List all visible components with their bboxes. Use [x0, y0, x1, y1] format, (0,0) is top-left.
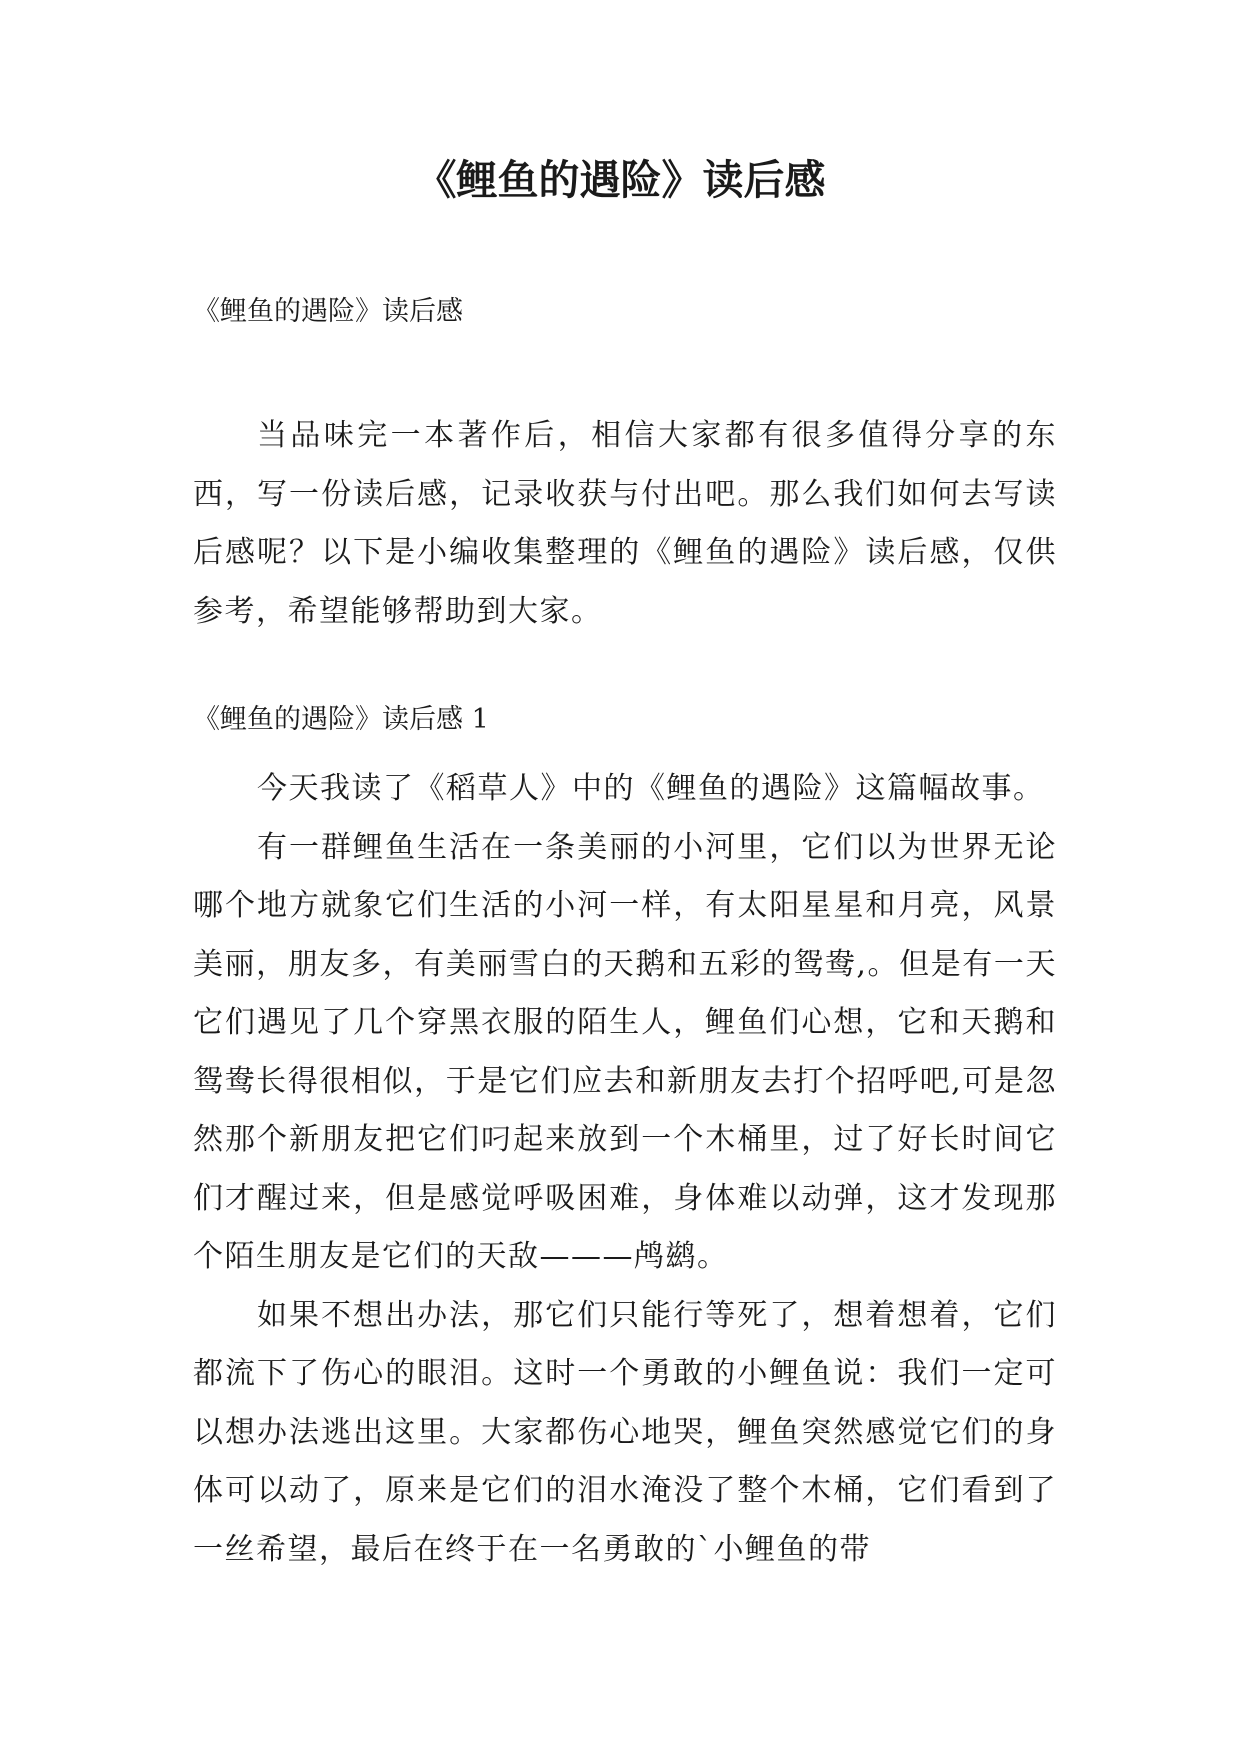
document-subtitle: 《鲤鱼的遇险》读后感: [193, 296, 463, 327]
story-paragraph-1: 今天我读了《稻草人》中的《鲤鱼的遇险》这篇幅故事。: [257, 771, 1045, 806]
section-heading: 《鲤鱼的遇险》读后感 1: [193, 704, 489, 735]
intro-block: [193, 407, 1057, 641]
intro-paragraph: 当品味完一本著作后，相信大家都有很多值得分享的东西，写一份读后感，记录收获与付出吧。那么我们如何去写读后感呢？以下是小编收集整理的《鲤鱼的遇险》读后感，仅供参考，希望能够帮助到大家。: [193, 418, 1057, 629]
document-title: 《鲤鱼的遇险》读后感: [415, 156, 826, 204]
story-body: [193, 760, 1057, 1579]
story-paragraph-3: 如果不想出办法，那它们只能行等死了，想着想着，它们都流下了伤心的眼泪。这时一个勇敢的小鲤鱼说：我们一定可以想办法逃出这里。大家都伤心地哭，鲤鱼突然感觉它们的身体可以动了，原来是它们的泪水淹没了整个木桶，它们看到了一丝希望，最后在终于在一名勇敢的`小鲤鱼的带: [193, 1297, 1057, 1567]
story-paragraph-2: 有一群鲤鱼生活在一条美丽的小河里，它们以为世界无论哪个地方就象它们生活的小河一样，有太阳星星和月亮，风景美丽，朋友多，有美丽雪白的天鹅和五彩的鸳鸯,。但是有一天它们遇见了几个穿黑衣服的陌生人，鲤鱼们心想，它和天鹅和鸳鸯长得很相似，于是它们应去和新朋友去打个招呼吧,可是忽然那个新朋友把它们叼起来放到一个木桶里，过了好长时间它们才醒过来，但是感觉呼吸困难，身体难以动弹，这才发现那个陌生朋友是它们的天敌———鸬鹚。: [193, 829, 1057, 1274]
